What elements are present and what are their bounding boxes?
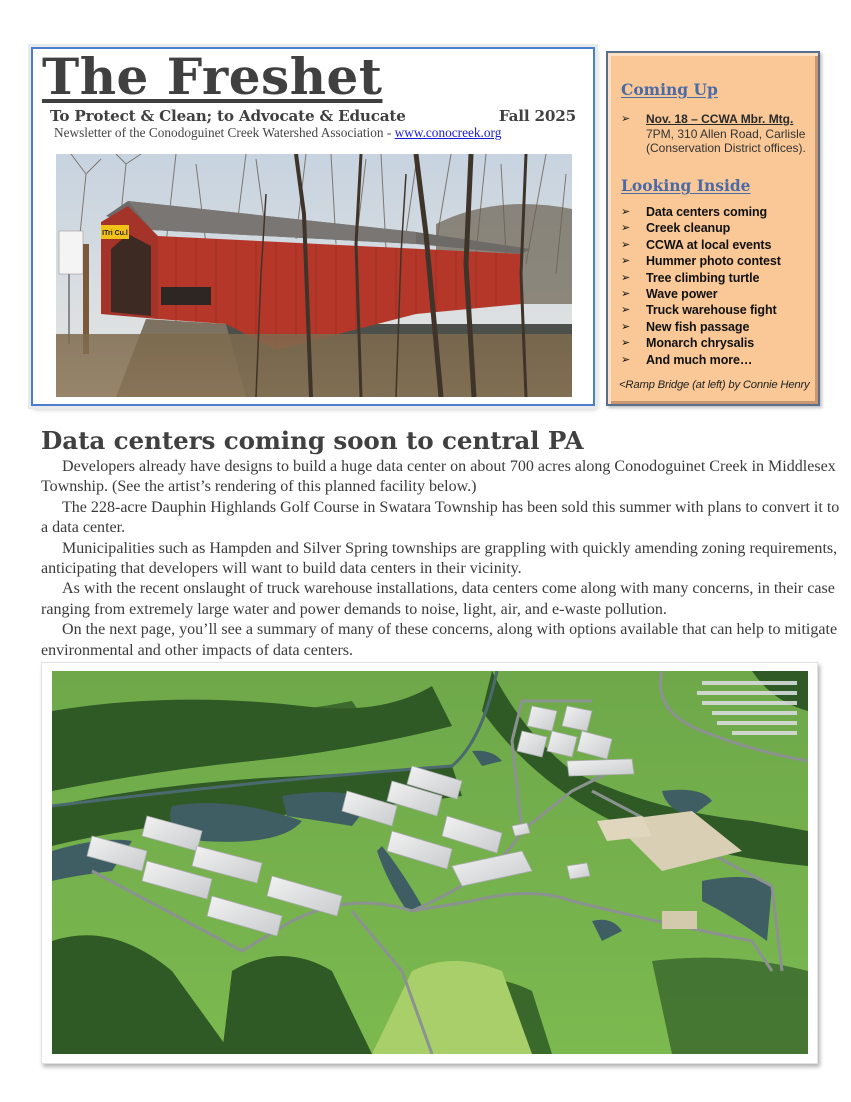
list-item: ➢ Truck warehouse fight	[621, 303, 777, 318]
sidebar-box	[606, 51, 820, 406]
event-title: Nov. 18 – CCWA Mbr. Mtg.	[646, 112, 794, 126]
arrow-bullet-icon: ➢	[621, 238, 631, 251]
coming-up-heading: Coming Up	[621, 80, 718, 99]
newsletter-title: The Freshet	[42, 47, 383, 106]
foreground-brush	[56, 334, 572, 397]
arrow-bullet-icon: ➢	[621, 353, 631, 366]
masthead	[31, 47, 595, 406]
list-item: ➢ Data centers coming	[621, 205, 768, 219]
list-item: ➢ Monarch chrysalis	[621, 336, 755, 351]
data-center-rendering-frame	[41, 662, 818, 1064]
event-detail-line2: (Conservation District offices).	[646, 141, 806, 155]
arrow-bullet-icon: ➢	[621, 337, 631, 350]
covered-bridge-photo	[56, 154, 572, 397]
svg-text:ITri Cu.l: ITri Cu.l	[102, 230, 128, 237]
list-item: ➢ Creek cleanup	[621, 221, 731, 236]
data-center-rendering	[52, 671, 808, 1054]
arrow-bullet-icon: ➢	[621, 271, 631, 284]
list-item: ➢ CCWA at local events	[621, 237, 772, 252]
arrow-bullet-icon: ➢	[621, 113, 631, 125]
list-item: ➢ Tree climbing turtle	[621, 270, 760, 285]
article-paragraph: On the next page, you’ll see a summary of many of these concerns, along with options available that can help to mitigate environmental and other impacts of data centers.	[41, 621, 838, 659]
aerial-illustration	[52, 671, 808, 1054]
list-item: ➢ And much more…	[621, 352, 753, 367]
photo-caption: <Ramp Bridge (at left) by Connie Henry	[619, 379, 810, 391]
issue-label: Fall 2025	[498, 107, 576, 125]
looking-inside-list	[621, 204, 781, 368]
arrow-bullet-icon: ➢	[621, 222, 631, 235]
list-item: ➢ Wave power	[621, 286, 718, 301]
article-paragraph: Municipalities such as Hampden and Silver Spring townships are grappling with quickly amending zoning requirements, anticipating that developers will want to build data centers in their vicinity.	[41, 539, 838, 578]
tagline-row	[50, 107, 576, 125]
arrow-bullet-icon: ➢	[621, 304, 631, 317]
tagline: To Protect & Clean; to Advocate & Educate	[50, 107, 406, 125]
article-title: Data centers coming soon to central PA	[41, 426, 584, 455]
newsletter-subtitle	[54, 125, 501, 141]
article-body	[41, 457, 846, 661]
arrow-bullet-icon: ➢	[621, 206, 631, 218]
arrow-bullet-icon: ➢	[621, 255, 631, 268]
article-paragraph: As with the recent onslaught of truck warehouse installations, data centers come along with many concerns, in their case ranging from extremely large water and power demands to noise, light, air, and e-waste pollution.	[41, 580, 835, 618]
subtitle-text: Newsletter of the Conodoguinet Creek Watershed Association -	[54, 125, 395, 140]
looking-inside-heading: Looking Inside	[621, 176, 751, 195]
article-paragraph: Developers already have designs to build a huge data center on about 700 acres along Conodoguinet Creek in Middlesex Township. (See the artist’s rendering of this planned facility below.)	[41, 458, 836, 496]
bridge-window	[161, 287, 211, 305]
covered-bridge-illustration	[56, 154, 572, 397]
arrow-bullet-icon: ➢	[621, 287, 631, 300]
article-paragraph: The 228-acre Dauphin Highlands Golf Course in Swatara Township has been sold this summer with plans to convert it to a data center.	[41, 498, 840, 537]
event-detail-line1: 7PM, 310 Allen Road, Carlisle	[646, 126, 806, 141]
list-item: ➢ Hummer photo contest	[621, 254, 781, 269]
list-item: ➢ New fish passage	[621, 319, 750, 334]
arrow-bullet-icon: ➢	[621, 320, 631, 333]
website-link[interactable]: www.conocreek.org	[394, 125, 502, 140]
